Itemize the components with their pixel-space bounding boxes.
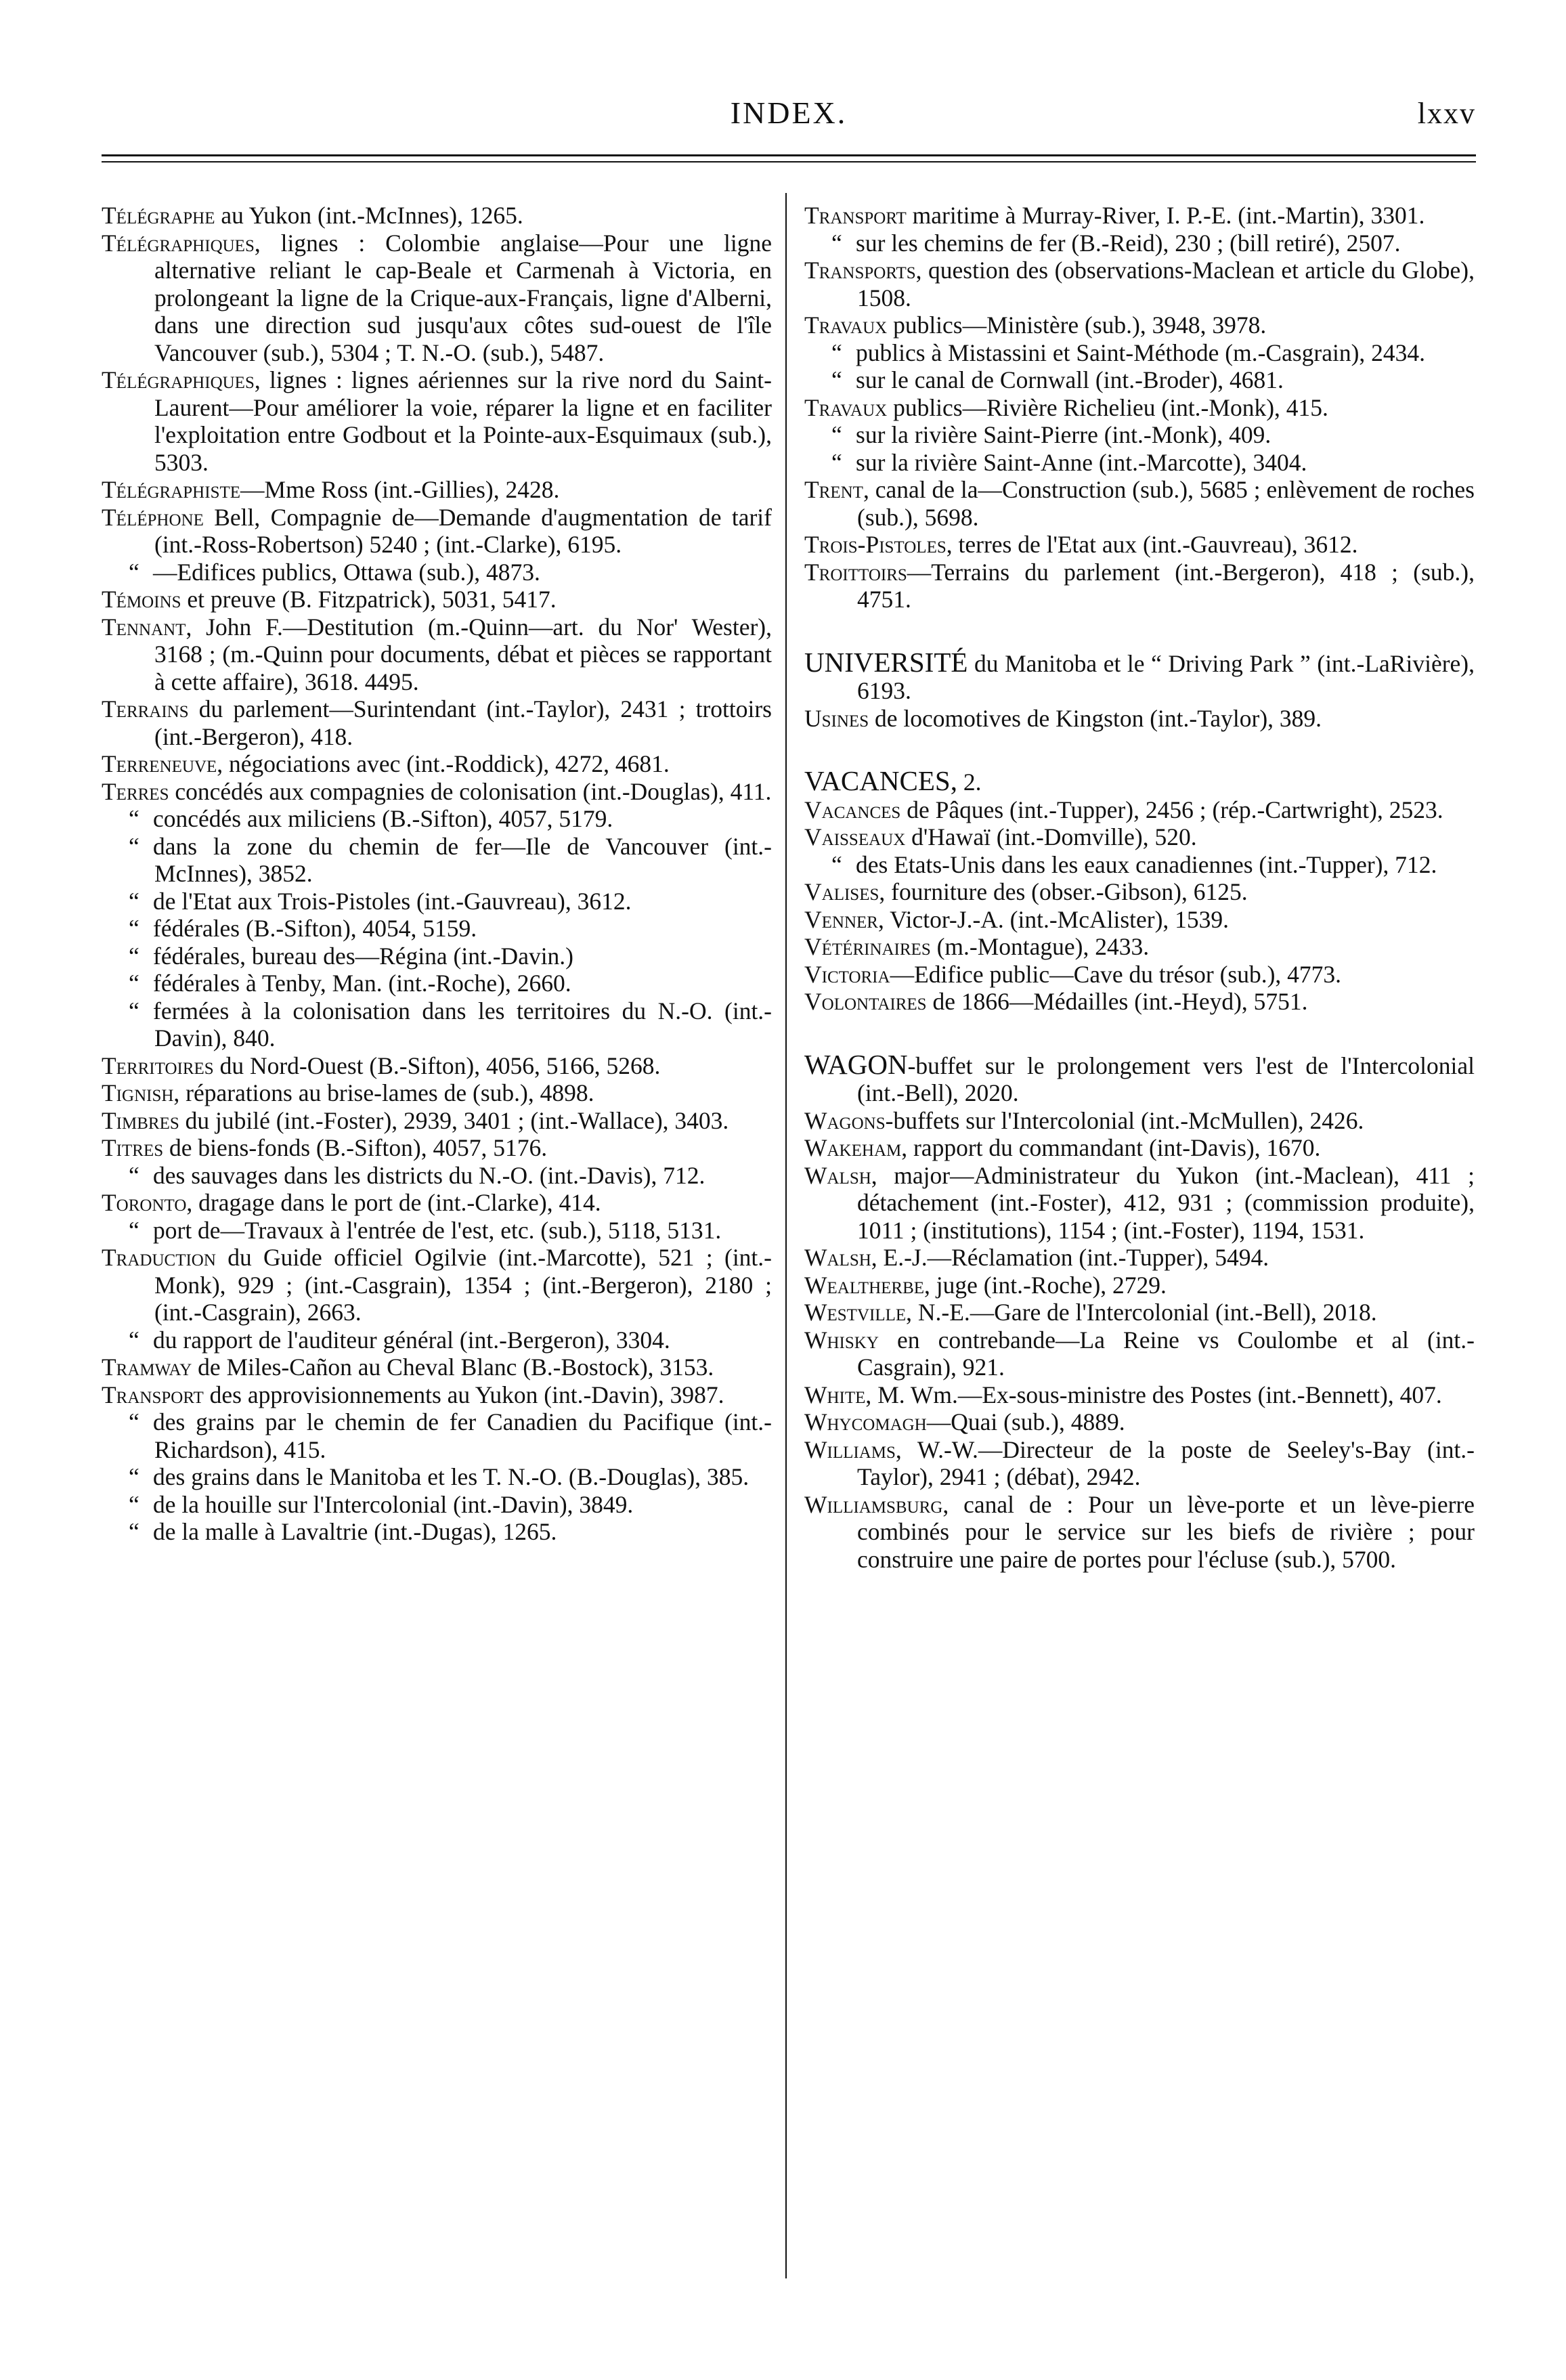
entry-text: John F.—Destitution (m.-Quinn—art. du Nor' Wester), 3168 ; (m.-Quinn pour documents, débat et pièces se rapportant à cette affaire), 3618. 4495.: [154, 613, 772, 695]
entry-heading: Téléphone: [102, 503, 204, 531]
entry-heading: VACANCES,: [804, 765, 957, 796]
entry-text: W.-W.—Directeur de la poste de Seeley's-Bay (int.-Taylor), 2941 ; (débat), 2942.: [857, 1435, 1475, 1490]
index-subentry: [804, 421, 1475, 449]
entry-text: des grains par le chemin de fer Canadien du Pacifique (int.-Richardson), 415.: [153, 1408, 772, 1463]
index-entry: [804, 1491, 1475, 1574]
index-entry: [804, 988, 1475, 1016]
index-entry: [102, 1134, 772, 1162]
entry-text: du rapport de l'auditeur général (int.-Bergeron), 3304.: [153, 1326, 670, 1354]
index-entry: [804, 796, 1475, 824]
ditto-mark: “: [831, 366, 842, 393]
entry-text: au Yukon (int.-McInnes), 1265.: [215, 202, 523, 229]
index-entry: [102, 1189, 772, 1217]
index-subentry: [102, 970, 772, 997]
index-entry: [102, 695, 772, 750]
index-entry: [804, 1162, 1475, 1245]
entry-text: du Nord-Ouest (B.-Sifton), 4056, 5166, 5268.: [213, 1052, 661, 1079]
entry-text: Victor-J.-A. (int.-McAlister), 1539.: [884, 905, 1230, 933]
index-entry: [102, 366, 772, 476]
entry-heading: Titres: [102, 1134, 164, 1161]
index-entry: [102, 1052, 772, 1080]
entry-text: lignes : Colombie anglaise—Pour une ligne alternative reliant le cap-Beale et Carmenah à Victoria, en prolongeant la ligne de la Crique-aux-Français, ligne d'Alberni, dans une direction sud jusqu'aux côtes sud-ouest de l'île Vancouver (sub.), 5304 ; T. N.-O. (sub.), 5487.: [154, 229, 772, 366]
index-entry: [102, 1381, 772, 1409]
index-entry: [804, 1299, 1475, 1326]
entry-heading: Toronto,: [102, 1189, 193, 1216]
index-column-left: [102, 202, 772, 1546]
entry-heading: Tignish,: [102, 1079, 180, 1106]
entry-text: de Miles-Cañon au Cheval Blanc (B.-Bostock), 3153.: [192, 1354, 714, 1381]
ditto-mark: “: [129, 805, 139, 832]
entry-text: concédés aux compagnies de colonisation (int.-Douglas), 411.: [169, 777, 772, 805]
index-subentry: [804, 366, 1475, 394]
entry-text: sur la rivière Saint-Anne (int.-Marcotte), 3404.: [856, 448, 1307, 476]
entry-heading: Tennant,: [102, 613, 192, 641]
entry-heading: Volontaires: [804, 988, 927, 1015]
ditto-mark: “: [831, 448, 842, 476]
index-entry: [102, 1079, 772, 1107]
index-entry: [102, 504, 772, 559]
entry-text: publics à Mistassini et Saint-Méthode (m.-Casgrain), 2434.: [856, 339, 1426, 366]
entry-heading: Victoria: [804, 960, 890, 988]
entry-text: E.-J.—Réclamation (int.-Tupper), 5494.: [877, 1244, 1269, 1271]
ditto-mark: “: [129, 1518, 139, 1545]
ditto-mark: “: [129, 1463, 139, 1490]
entry-text: port de—Travaux à l'entrée de l'est, etc. (sub.), 5118, 5131.: [153, 1216, 722, 1244]
index-entry: [804, 311, 1475, 339]
index-entry: [102, 202, 772, 230]
page-header: [102, 95, 1476, 135]
entry-text: des Etats-Unis dans les eaux canadiennes (int.-Tupper), 712.: [856, 850, 1437, 878]
entry-heading: Whisky: [804, 1326, 879, 1354]
entry-heading: Transport: [804, 202, 907, 229]
entry-text: terres de l'Etat aux (int.-Gauvreau), 3612.: [952, 531, 1358, 558]
entry-text: lignes : lignes aériennes sur la rive nord du Saint-Laurent—Pour améliorer la voie, réparer la ligne et en faciliter l'exploitation entre Godbout et la Pointe-aux-Esquimaux (sub.), 5303.: [154, 366, 772, 476]
entry-text: -buffets sur l'Intercolonial (int.-McMullen), 2426.: [885, 1106, 1364, 1134]
entry-text: —Terrains du parlement (int.-Bergeron), 418 ; (sub.), 4751.: [857, 558, 1475, 613]
entry-heading: Télégraphiques,: [102, 229, 261, 257]
index-column-right: [804, 202, 1475, 1573]
entry-heading: Walsh,: [804, 1161, 877, 1189]
entry-text: dans la zone du chemin de fer—Ile de Vancouver (int.-McInnes), 3852.: [153, 832, 772, 887]
entry-text: concédés aux miliciens (B.-Sifton), 4057, 5179.: [153, 805, 613, 832]
index-subentry: [804, 851, 1475, 879]
ditto-mark: “: [129, 832, 139, 860]
ditto-mark: “: [129, 1216, 139, 1244]
index-entry: [804, 257, 1475, 311]
entry-heading: Venner,: [804, 905, 884, 933]
index-entry: [804, 1381, 1475, 1409]
entry-text: et preuve (B. Fitzpatrick), 5031, 5417.: [181, 586, 557, 613]
entry-text: rapport du commandant (int-Davis), 1670.: [907, 1134, 1321, 1161]
entry-heading: Tramway: [102, 1354, 192, 1381]
index-entry: [804, 823, 1475, 851]
entry-heading: Témoins: [102, 586, 181, 613]
entry-text: Bell, Compagnie de—Demande d'augmentation de tarif (int.-Ross-Robertson) 5240 ; (int.-Clarke), 6195.: [154, 503, 772, 558]
index-entry: [804, 202, 1475, 230]
index-entry: [804, 961, 1475, 989]
entry-heading: Williams,: [804, 1435, 902, 1463]
entry-heading: Travaux: [804, 393, 888, 421]
index-subentry: [804, 339, 1475, 367]
entry-text: des approvisionnements au Yukon (int.-Davin), 3987.: [203, 1381, 724, 1408]
index-entry: [804, 1408, 1475, 1436]
index-subentry: [804, 449, 1475, 477]
entry-text: major—Administrateur du Yukon (int.-Maclean), 411 ; détachement (int.-Foster), 412, 931 ; (commission produite), 1011 ; (institutions), 1154 ; (int.-Foster), 1194, 1531.: [857, 1161, 1475, 1244]
entry-text: du parlement—Surintendant (int.-Taylor), 2431 ; trottoirs (int.-Bergeron), 418.: [154, 695, 772, 750]
ditto-mark: “: [129, 1161, 139, 1189]
index-entry: [102, 1107, 772, 1135]
entry-text: juge (int.-Roche), 2729.: [930, 1271, 1167, 1299]
ditto-mark: “: [129, 558, 139, 586]
entry-heading: Troittoirs: [804, 558, 907, 586]
entry-text: fédérales à Tenby, Man. (int.-Roche), 2660.: [153, 970, 571, 997]
entry-text: d'Hawaï (int.-Domville), 520.: [905, 823, 1197, 850]
entry-heading: WAGON: [804, 1048, 908, 1080]
index-entry: [102, 613, 772, 696]
entry-text: fédérales (B.-Sifton), 4054, 5159.: [153, 915, 477, 942]
entry-text: N.-E.—Gare de l'Intercolonial (int.-Bell), 2018.: [912, 1299, 1377, 1326]
entry-heading: Westville,: [804, 1299, 913, 1326]
index-entry: [804, 1436, 1475, 1491]
ditto-mark: “: [831, 421, 842, 448]
ditto-mark: “: [129, 942, 139, 970]
index-entry: [804, 1134, 1475, 1162]
entry-text: —Mme Ross (int.-Gillies), 2428.: [240, 476, 560, 503]
index-subentry: [102, 888, 772, 915]
entry-text: fermées à la colonisation dans les territoires du N.-O. (int.-Davin), 840.: [153, 997, 772, 1052]
entry-text: 2.: [957, 769, 982, 796]
index-subentry: [102, 1408, 772, 1463]
index-entry: [804, 394, 1475, 422]
index-subentry: [102, 833, 772, 888]
entry-text: question des (observations-Maclean et article du Globe), 1508.: [857, 257, 1475, 311]
entry-heading: White,: [804, 1381, 872, 1408]
index-subentry: [102, 1162, 772, 1190]
index-entry: [804, 531, 1475, 559]
ditto-mark: “: [129, 915, 139, 942]
index-subentry: [102, 559, 772, 586]
index-subentry: [102, 1491, 772, 1519]
entry-text: réparations au brise-lames de (sub.), 4898.: [179, 1079, 594, 1106]
index-entry: [102, 476, 772, 504]
index-subentry: [102, 943, 772, 970]
ditto-mark: “: [129, 1326, 139, 1354]
entry-heading: Télégraphiques,: [102, 366, 261, 393]
entry-text: de biens-fonds (B.-Sifton), 4057, 5176.: [163, 1134, 548, 1161]
entry-heading: Traduction: [102, 1244, 216, 1271]
entry-heading: Transports,: [804, 257, 922, 284]
entry-heading: Télégraphe: [102, 202, 215, 229]
entry-text: en contrebande—La Reine vs Coulombe et al (int.-Casgrain), 921.: [857, 1326, 1475, 1381]
index-entry: [804, 646, 1475, 705]
entry-text: du Guide officiel Ogilvie (int.-Marcotte), 521 ; (int.-Monk), 929 ; (int.-Casgrain), 1354 ; (int.-Bergeron), 2180 ; (int.-Casgrain), 2663.: [154, 1244, 772, 1326]
ditto-mark: “: [129, 970, 139, 997]
entry-heading: Travaux: [804, 311, 888, 339]
entry-heading: Usines: [804, 704, 869, 732]
entry-text: des grains dans le Manitoba et les T. N.-O. (B.-Douglas), 385.: [153, 1463, 749, 1490]
page-title: INDEX.: [730, 95, 848, 130]
ditto-mark: “: [831, 850, 842, 878]
entry-heading: Transport: [102, 1381, 204, 1408]
entry-heading: Wealtherbe,: [804, 1271, 930, 1299]
index-subentry: [102, 915, 772, 943]
entry-heading: Williamsburg,: [804, 1490, 949, 1518]
entry-text: sur les chemins de fer (B.-Reid), 230 ; (bill retiré), 2507.: [856, 229, 1401, 257]
entry-text: de l'Etat aux Trois-Pistoles (int.-Gauvreau), 3612.: [153, 887, 632, 915]
entry-text: canal de : Pour un lève-porte et un lève-pierre combinés pour le service sur les biefs de rivière ; pour construire une paire de portes pour l'écluse (sub.), 5700.: [857, 1490, 1475, 1573]
index-subentry: [102, 1518, 772, 1546]
index-entry: [804, 1107, 1475, 1135]
entry-text: dragage dans le port de (int.-Clarke), 414.: [192, 1189, 601, 1216]
index-entry: [102, 586, 772, 613]
entry-text: -buffet sur le prolongement vers l'est de l'Intercolonial (int.-Bell), 2020.: [857, 1052, 1475, 1106]
entry-text: sur le canal de Cornwall (int.-Broder), 4681.: [856, 366, 1284, 393]
index-entry: [804, 767, 1475, 796]
entry-heading: Timbres: [102, 1106, 179, 1134]
entry-text: de la malle à Lavaltrie (int.-Dugas), 1265.: [153, 1518, 557, 1545]
entry-heading: UNIVERSITÉ: [804, 646, 968, 678]
entry-heading: Wakeham,: [804, 1134, 908, 1161]
entry-heading: Terres: [102, 777, 169, 805]
entry-heading: Trent,: [804, 476, 869, 503]
index-subentry: [102, 1463, 772, 1491]
section-gap: [804, 613, 1475, 649]
entry-heading: Whycomagh: [804, 1408, 927, 1435]
entry-text: maritime à Murray-River, I. P.-E. (int.-Martin), 3301.: [906, 202, 1425, 229]
index-entry: [804, 1326, 1475, 1381]
index-entry: [102, 230, 772, 367]
index-entry: [804, 705, 1475, 733]
entry-heading: Terreneuve,: [102, 750, 223, 777]
index-entry: [804, 906, 1475, 934]
entry-text: fédérales, bureau des—Régina (int.-Davin.): [153, 942, 574, 970]
index-subentry: [102, 997, 772, 1052]
entry-text: canal de la—Construction (sub.), 5685 ; enlèvement de roches (sub.), 5698.: [857, 476, 1475, 531]
index-entry: [804, 1244, 1475, 1272]
section-gap: [804, 1016, 1475, 1051]
entry-text: —Edifices publics, Ottawa (sub.), 4873.: [153, 558, 540, 586]
ditto-mark: “: [129, 997, 139, 1024]
entry-heading: Wagons: [804, 1106, 886, 1134]
entry-text: de Pâques (int.-Tupper), 2456 ; (rép.-Cartwright), 2523.: [900, 796, 1443, 823]
index-subentry: [102, 805, 772, 833]
entry-text: de locomotives de Kingston (int.-Taylor), 389.: [869, 704, 1322, 732]
entry-heading: Terrains: [102, 695, 189, 722]
index-entry: [102, 1354, 772, 1381]
ditto-mark: “: [129, 1408, 139, 1435]
ditto-mark: “: [831, 229, 842, 257]
entry-heading: Vétérinaires: [804, 933, 931, 960]
index-entry: [804, 1272, 1475, 1299]
entry-text: (m.-Montague), 2433.: [930, 933, 1150, 960]
entry-text: publics—Ministère (sub.), 3948, 3978.: [887, 311, 1267, 339]
ditto-mark: “: [129, 1490, 139, 1518]
entry-heading: Walsh,: [804, 1244, 877, 1271]
index-subentry: [102, 1326, 772, 1354]
header-rule-thin: [102, 161, 1476, 163]
entry-text: du Manitoba et le “ Driving Park ” (int.-LaRivière), 6193.: [857, 649, 1475, 704]
entry-text: M. Wm.—Ex-sous-ministre des Postes (int.-Bennett), 407.: [871, 1381, 1442, 1408]
section-gap: [804, 732, 1475, 767]
entry-text: —Quai (sub.), 4889.: [926, 1408, 1125, 1435]
entry-text: —Edifice public—Cave du trésor (sub.), 4773.: [890, 960, 1342, 988]
entry-heading: Valises,: [804, 878, 886, 905]
entry-heading: Territoires: [102, 1052, 214, 1079]
entry-heading: Vaisseaux: [804, 823, 906, 850]
index-entry: [102, 1244, 772, 1326]
entry-heading: Télégraphiste: [102, 476, 241, 503]
page-number: lxxv: [1417, 97, 1476, 130]
entry-text: de 1866—Médailles (int.-Heyd), 5751.: [926, 988, 1308, 1015]
header-rule: [102, 154, 1476, 156]
entry-heading: Vacances: [804, 796, 901, 823]
entry-text: des sauvages dans les districts du N.-O. (int.-Davis), 712.: [153, 1161, 705, 1189]
ditto-mark: “: [831, 339, 842, 366]
index-entry: [804, 878, 1475, 906]
ditto-mark: “: [129, 887, 139, 915]
index-entry: [102, 750, 772, 778]
index-entry: [804, 476, 1475, 531]
entry-heading: Trois-Pistoles,: [804, 531, 953, 558]
column-divider: [785, 193, 787, 2278]
entry-text: de la houille sur l'Intercolonial (int.-Davin), 3849.: [153, 1490, 634, 1518]
entry-text: du jubilé (int.-Foster), 2939, 3401 ; (int.-Wallace), 3403.: [179, 1106, 729, 1134]
index-entry: [804, 559, 1475, 613]
entry-text: fourniture des (obser.-Gibson), 6125.: [885, 878, 1248, 905]
entry-text: sur la rivière Saint-Pierre (int.-Monk), 409.: [856, 421, 1271, 448]
entry-text: publics—Rivière Richelieu (int.-Monk), 415.: [887, 393, 1328, 421]
index-entry: [804, 933, 1475, 961]
index-subentry: [804, 230, 1475, 257]
index-entry: [102, 778, 772, 806]
entry-text: négociations avec (int.-Roddick), 4272, 4681.: [223, 750, 670, 777]
index-entry: [804, 1048, 1475, 1107]
index-subentry: [102, 1217, 772, 1245]
